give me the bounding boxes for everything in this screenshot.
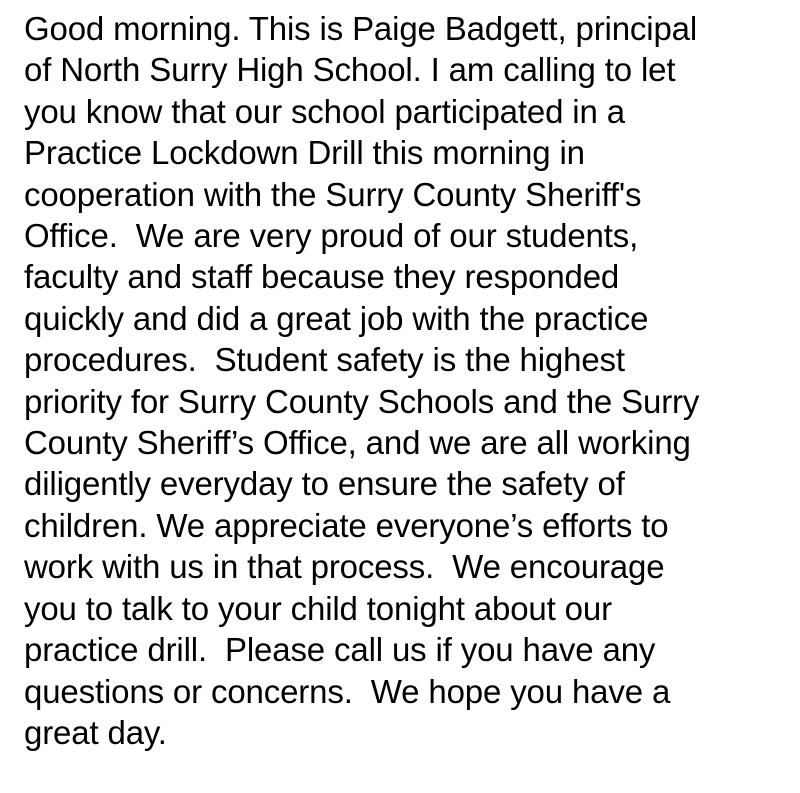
message-line: children. We appreciate everyone’s efforts to (24, 506, 669, 544)
message-line: questions or concerns. We hope you have a (24, 672, 671, 710)
message-line: diligently everyday to ensure the safety of (24, 465, 625, 503)
message-line: great day. (24, 713, 167, 751)
message-line: faculty and staff because they responded (24, 258, 620, 296)
message-line: quickly and did a great job with the practice (24, 299, 649, 337)
message-line: you know that our school participated in a (24, 92, 625, 130)
message-line: Office. We are very proud of our students, (24, 217, 639, 255)
message-line: you to talk to your child tonight about our (24, 589, 612, 627)
message-line: practice drill. Please call us if you have any (24, 631, 656, 669)
message-line: cooperation with the Surry County Sheriff's (24, 175, 642, 213)
message-line: procedures. Student safety is the highest (24, 341, 625, 379)
message-line: work with us in that process. We encourage (24, 548, 665, 586)
message-line: County Sheriff’s Office, and we are all working (24, 424, 691, 462)
message-line: of North Surry High School. I am calling to let (24, 51, 676, 89)
message-line: priority for Surry County Schools and the Surry (24, 382, 700, 420)
message-text (24, 8, 800, 753)
message-line: Good morning. This is Paige Badgett, principal (24, 10, 698, 47)
message-line: Practice Lockdown Drill this morning in (24, 134, 585, 172)
